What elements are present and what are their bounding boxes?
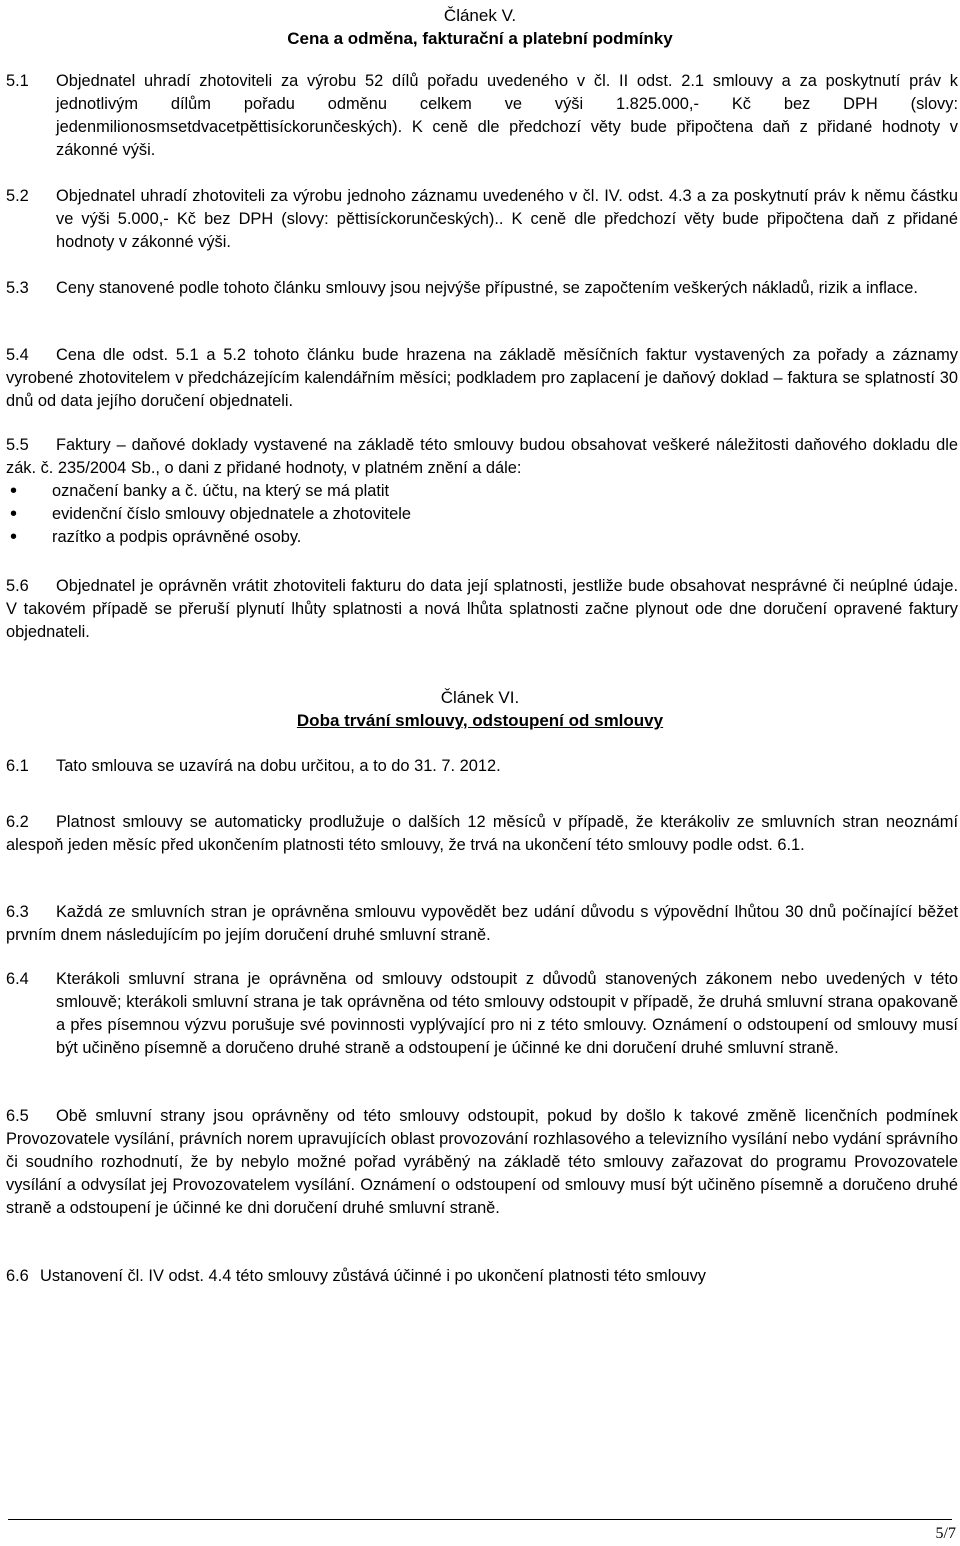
clause-number: 5.3 (6, 279, 29, 297)
clause-5-2 (6, 185, 958, 254)
clause-text: Faktury – daňové doklady vystavené na základě této smlouvy budou obsahovat veškeré náležitosti daňového dokladu dle zák. č. 235/2004 Sb., o dani z přidané hodnoty, v platném znění a dále: (6, 436, 958, 477)
clause-number: 5.1 (6, 72, 29, 90)
clause-5-4 (6, 344, 958, 413)
clause-text: Kterákoli smluvní strana je oprávněna od smlouvy odstoupit z důvodů stanovených zákonem nebo uvedených v této smlouvě; kterákoli smluvní strana je tak oprávněna od této smlouvy odstoupit v případě, že druhá smluvní strana opakovaně a přes písemnou výzvu porušuje své povinnosti vyplývající pro ni z této smlouvy. Oznámení o odstoupení od smlouvy musí být učiněno písemně a doručeno druhé straně a odstoupení je účinné ke dni doručení druhé smluvní straně. (56, 970, 958, 1057)
clause-6-3 (6, 901, 958, 947)
article-5-heading: Článek V. (443, 6, 517, 25)
clause-6-4 (6, 968, 958, 1060)
clause-text: Cena dle odst. 5.1 a 5.2 tohoto článku bude hrazena na základě měsíčních faktur vystavených za pořady a záznamy vyrobené zhotovitelem v předcházejícím kalendářním měsíci; podkladem pro zaplacení je daňový doklad – faktura se splatností 30 dnů od data jejího doručení objednateli. (6, 346, 958, 410)
list-item: • evidenční číslo smlouvy objednatele a zhotovitele (6, 503, 958, 526)
clause-number: 5.4 (6, 346, 29, 364)
article-5-header (0, 4, 960, 50)
list-item: • razítko a podpis oprávněné osoby. (6, 526, 958, 549)
list-item: • označení banky a č. účtu, na který se má platit (6, 480, 958, 503)
clause-text: Objednatel je oprávněn vrátit zhotoviteli fakturu do data její splatnosti, jestliže bude obsahovat nesprávné či neúplné údaje. V takovém případě se přeruší plynutí lhůty splatnosti a nová lhůta splatnosti začne plynout ode dne doručení opravené faktury objednateli. (6, 577, 958, 641)
article-5-title: Cena a odměna, fakturační a platební podmínky (287, 29, 673, 48)
clause-text: Ceny stanovené podle tohoto článku smlouvy jsou nejvýše přípustné, se započtením veškerých nákladů, rizik a inflace. (56, 279, 918, 297)
clause-number: 6.6 (6, 1267, 29, 1285)
clause-number: 5.5 (6, 436, 29, 454)
clause-text: Tato smlouva se uzavírá na dobu určitou, a to do 31. 7. 2012. (56, 757, 501, 775)
article-6-header (0, 686, 960, 732)
clause-text: Ustanovení čl. IV odst. 4.4 této smlouvy zůstává účinné i po ukončení platnosti této smlouvy (40, 1267, 706, 1285)
clause-5-3 (6, 277, 958, 300)
page-number: 5/7 (935, 1525, 956, 1542)
clause-6-1 (6, 755, 958, 778)
clause-5-6 (6, 575, 958, 644)
clause-5-1 (6, 70, 958, 162)
clause-text: Každá ze smluvních stran je oprávněna smlouvu vypovědět bez udání důvodu s výpovědní lhůtou 30 dnů počínající běžet prvním dnem následujícím po jejím doručení druhé smluvní straně. (6, 903, 958, 944)
clause-6-2 (6, 811, 958, 857)
article-6-heading: Článek VI. (440, 688, 520, 707)
clause-number: 6.4 (6, 970, 29, 988)
article-6-title: Doba trvání smlouvy, odstoupení od smlouvy (296, 711, 664, 730)
clause-text: Obě smluvní strany jsou oprávněny od této smlouvy odstoupit, pokud by došlo k takové změně licenčních podmínek Provozovatele vysílání, právních norem upravujících oblast provozování rozhlasového a televizního vysílání nebo vydání správního či soudního rozhodnutí, že by nebylo možné pořad vyráběný na základě této smlouvy zařazovat do programu Provozovatele vysílání a odvysílat jej Provozovatelem vysílání. Oznámení o odstoupení od smlouvy musí být učiněno písemně a doručeno druhé straně a odstoupení je účinné ke dni doručení druhé smluvní straně. (6, 1107, 958, 1217)
clause-number: 5.2 (6, 187, 29, 205)
clause-6-6 (6, 1265, 958, 1288)
clause-5-5 (6, 434, 958, 549)
clause-number: 5.6 (6, 577, 29, 595)
clause-text: Platnost smlouvy se automaticky prodlužuje o dalších 12 měsíců v případě, že kterákoliv ze smluvních stran neoznámí alespoň jeden měsíc před ukončením platnosti této smlouvy, že trvá na ukončení této smlouvy podle odst. 6.1. (6, 813, 958, 854)
clause-text: Objednatel uhradí zhotoviteli za výrobu 52 dílů pořadu uvedeného v čl. II odst. 2.1 smlouvy a za poskytnutí práv k jednotlivým dílům pořadu odměnu celkem ve výši 1.825.000,- Kč bez DPH (slovy: jedenmilionosmsetdvacetpěttisíckorunčeských). K ceně dle předchozí věty bude připočtena daň z přidané hodnoty v zákonné výši. (56, 72, 958, 159)
clause-number: 6.5 (6, 1107, 29, 1125)
clause-number: 6.1 (6, 757, 29, 775)
clause-number: 6.2 (6, 813, 29, 831)
footer-divider (8, 1519, 952, 1520)
clause-6-5 (6, 1105, 958, 1220)
clause-text: Objednatel uhradí zhotoviteli za výrobu jednoho záznamu uvedeného v čl. IV. odst. 4.3 a za poskytnutí práv k němu částku ve výši 5.000,- Kč bez DPH (slovy: pěttisíckorunčeských).. K ceně dle předchozí věty bude připočtena daň z přidané hodnoty v zákonné výši. (56, 187, 958, 251)
invoice-requirements-list (6, 480, 958, 549)
clause-number: 6.3 (6, 903, 29, 921)
